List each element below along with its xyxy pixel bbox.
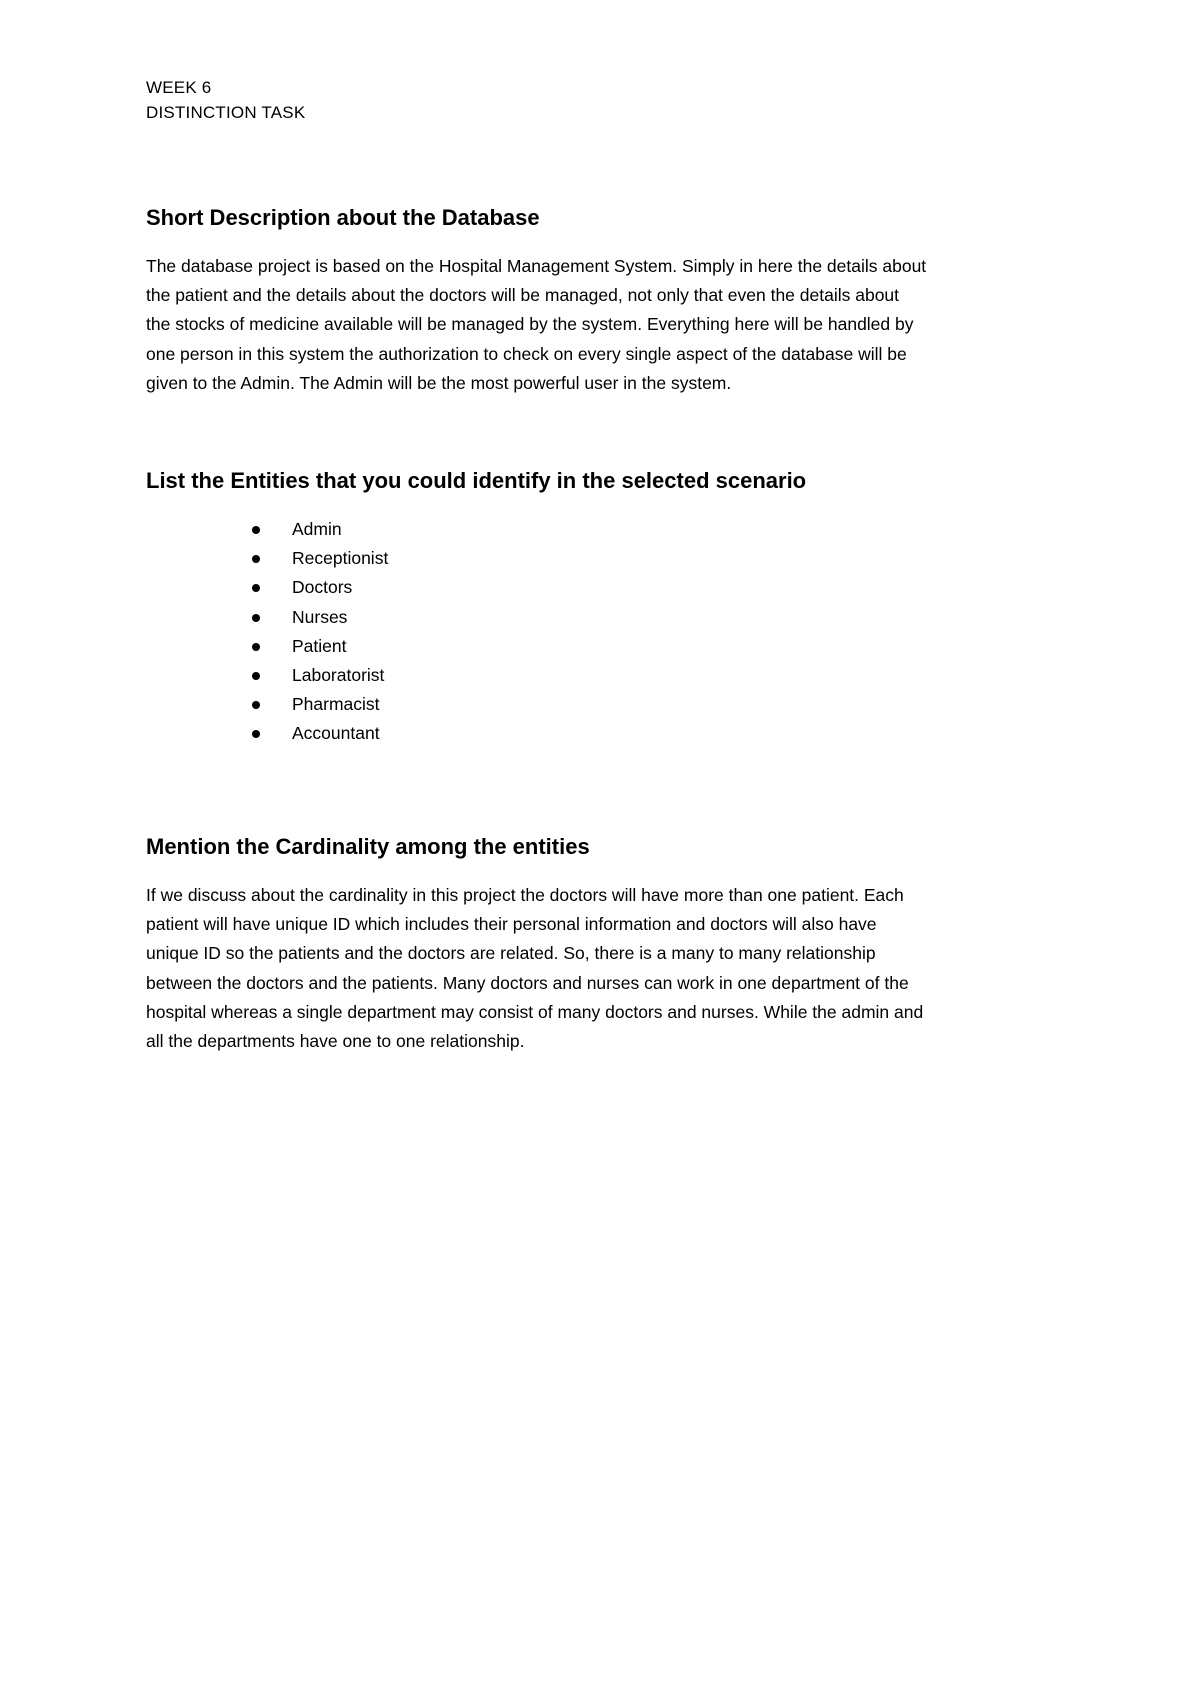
cardinality-line: between the doctors and the patients. Many doctors and nurses can work in one department of the xyxy=(146,972,909,993)
entity-label: Patient xyxy=(292,635,347,656)
bullet-icon xyxy=(252,643,260,651)
description-line: the patient and the details about the doctors will be managed, not only that even the details about xyxy=(146,285,900,306)
bullet-icon xyxy=(252,701,260,709)
entities-heading: List the Entities that you could identify in the selected scenario xyxy=(146,468,807,493)
description-line: given to the Admin. The Admin will be the most powerful user in the system. xyxy=(146,372,732,393)
cardinality-line: unique ID so the patients and the doctors are related. So, there is a many to many relationship xyxy=(146,943,876,964)
cardinality-line: If we discuss about the cardinality in this project the doctors will have more than one patient. Each xyxy=(146,885,904,905)
entity-label: Admin xyxy=(292,519,342,539)
bullet-icon xyxy=(252,526,260,534)
bullet-icon xyxy=(252,584,260,592)
cardinality-line: patient will have unique ID which includes their personal information and doctors will also have xyxy=(146,914,877,935)
description-heading: Short Description about the Database xyxy=(146,205,540,230)
description-line: the stocks of medicine available will be managed by the system. Everything here will be handled by xyxy=(146,314,914,335)
bullet-icon xyxy=(252,730,260,738)
description-paragraph xyxy=(146,252,1066,398)
description-line: one person in this system the authorization to check on every single aspect of the database will be xyxy=(146,343,907,364)
entity-label: Doctors xyxy=(292,577,353,598)
cardinality-heading: Mention the Cardinality among the entities xyxy=(146,834,590,859)
entity-label: Laboratorist xyxy=(292,664,385,685)
entity-label: Nurses xyxy=(292,606,348,627)
entity-label: Pharmacist xyxy=(292,694,380,715)
bullet-icon xyxy=(252,614,260,622)
header-task: DISTINCTION TASK xyxy=(146,103,306,122)
bullet-icon xyxy=(252,555,260,563)
cardinality-line: all the departments have one to one relationship. xyxy=(146,1031,525,1052)
cardinality-paragraph xyxy=(146,881,1066,1056)
cardinality-line: hospital whereas a single department may consist of many doctors and nurses. While the admin and xyxy=(146,1001,924,1022)
bullet-icon xyxy=(252,672,260,680)
header-week: WEEK 6 xyxy=(146,78,212,97)
description-line: The database project is based on the Hospital Management System. Simply in here the details about xyxy=(146,256,927,276)
entity-label: Receptionist xyxy=(292,548,389,569)
entity-label: Accountant xyxy=(292,723,380,744)
